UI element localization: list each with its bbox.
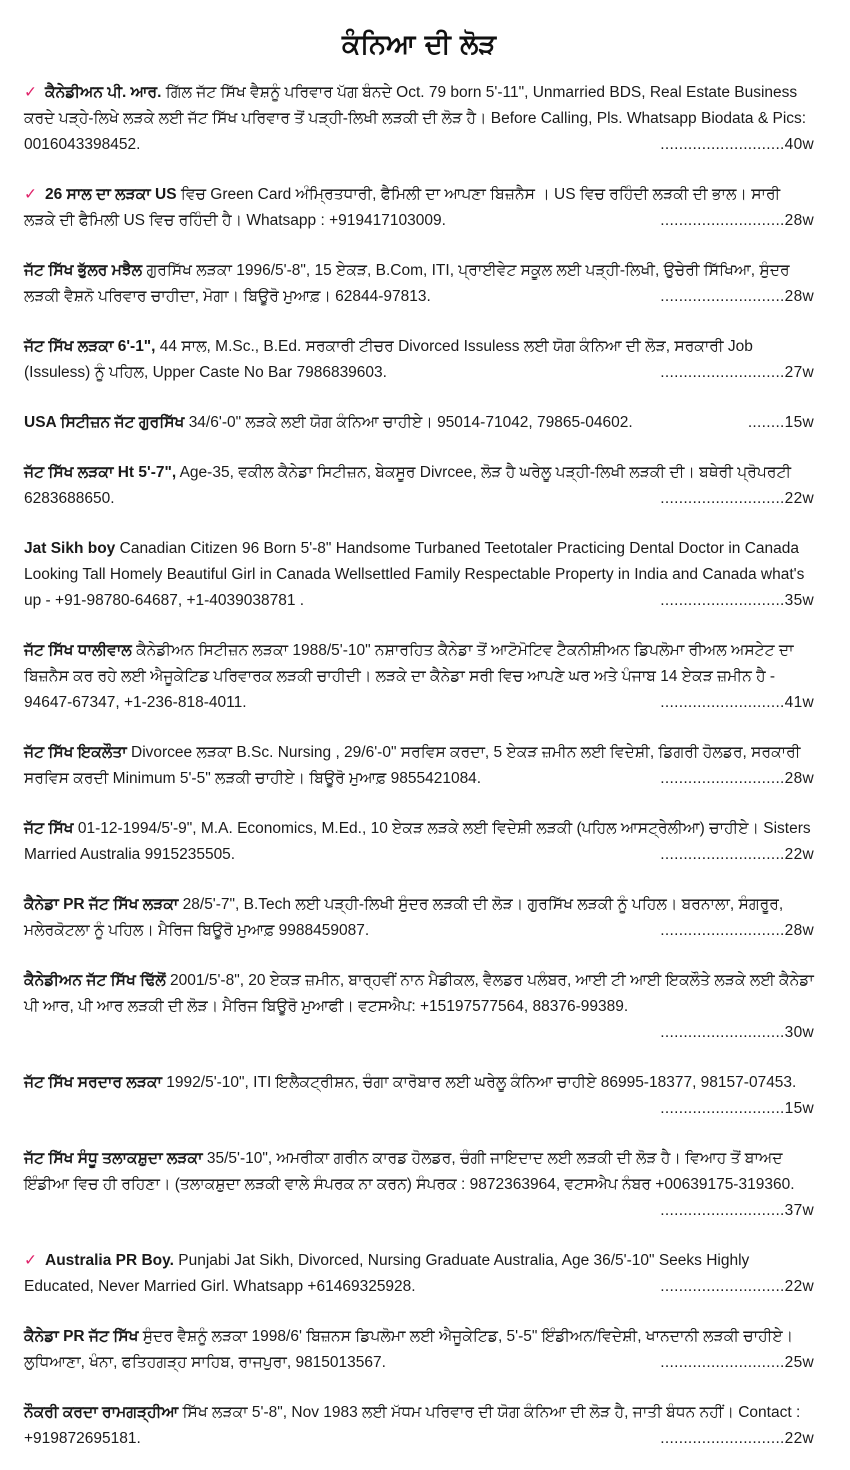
- ad-code: ...........................30w: [654, 1024, 814, 1041]
- ad-heading: USA ਸਿਟੀਜ਼ਨ ਜੱਟ ਗੁਰਸਿੱਖ: [24, 414, 185, 431]
- ad-text: ਗੁਰਸਿੱਖ ਲੜਕਾ 1996/5'-8", 15 ਏਕੜ, B.Com, ITI, ਪ੍ਰਾਈਵੇਟ ਸਕੂਲ ਲਈ ਪੜ੍ਹੀ-ਲਿਖੀ, ਉਚੇਰੀ ਸਿੱਖਿਆ, ਸੁੰਦਰ ਲੜਕੀ ਵੈਸ਼ਨੋ ਪਰਿਵਾਰ ਚਾਹੀਦਾ, ਮੋਗਾ। ਬਿਊਰੋ ਮੁਆਫ਼। 62844-97813.: [24, 262, 790, 305]
- ad-code: ...........................22w: [654, 490, 814, 507]
- ad-heading: ਜੱਟ ਸਿੱਖ: [24, 820, 74, 837]
- ad-heading: ਜੱਟ ਸਿੱਖ ਭੁੱਲਰ ਮਝੈਲ: [24, 262, 143, 279]
- ad-body: [24, 1248, 814, 1300]
- ad-text: ਸੁੰਦਰ ਵੈਸ਼ਨੂੰ ਲੜਕਾ 1998/6' ਬਿਜ਼ਨਸ ਡਿਪਲੋਮਾ ਲਈ ਐਜੂਕੇਟਿਡ, 5'-5" ਇੰਡੀਅਨ/ਵਿਦੇਸ਼ੀ, ਖਾਨਦਾਨੀ ਲੜਕੀ ਚਾਹੀਏ। ਲੁਧਿਆਣਾ, ਖੰਨਾ, ਫਤਿਹਗੜ੍ਹ ਸਾਹਿਬ, ਰਾਜਪੁਰਾ, 9815013567.: [24, 1328, 794, 1371]
- ad-body: [24, 638, 814, 716]
- ad-body: [24, 536, 814, 614]
- ad-heading: Jat Sikh boy: [24, 540, 116, 557]
- ad-code: ...........................28w: [654, 922, 814, 939]
- ad-text: Divorcee ਲੜਕਾ B.Sc. Nursing , 29/6'-0" ਸਰਵਿਸ ਕਰਦਾ, 5 ਏਕੜ ਜ਼ਮੀਨ ਲਈ ਵਿਦੇਸ਼ੀ, ਡਿਗਰੀ ਹੋਲਡਰ, ਸਰਕਾਰੀ ਸਰਵਿਸ ਕਰਦੀ Minimum 5'-5" ਲੜਕੀ ਚਾਹੀਏ। ਬਿਊਰੋ ਮੁਆਫ਼ 9855421084.: [24, 744, 801, 787]
- ad-heading: ਜੱਟ ਸਿੱਖ ਸੰਧੂ ਤਲਾਕਸ਼ੁਦਾ ਲੜਕਾ: [24, 1150, 203, 1167]
- ad-code: ...........................37w: [654, 1202, 814, 1219]
- ad-entry: [24, 638, 814, 716]
- page-title: ਕੰਨਿਆ ਦੀ ਲੋੜ: [341, 29, 497, 60]
- ad-text: ਕੈਨੇਡੀਅਨ ਸਿਟੀਜ਼ਨ ਲੜਕਾ 1988/5'-10" ਨਸ਼ਾਰਹਿਤ ਕੈਨੇਡਾ ਤੋਂ ਆਟੋਮੋਟਿਵ ਟੈਕਨੀਸ਼ੀਅਨ ਡਿਪਲੋਮਾ ਰੀਅਲ ਅਸਟੇਟ ਦਾ ਬਿਜ਼ਨੈਸ ਕਰ ਰਹੇ ਲਈ ਐਜੂਕੇਟਿਡ ਪਰਿਵਾਰਕ ਲੜਕੀ ਚਾਹੀਦੀ। ਲੜਕੇ ਦਾ ਕੈਨੇਡਾ ਸਰੀ ਵਿਚ ਆਪਣੇ ਘਰ ਅਤੇ ਪੰਜਾਬ 14 ਏਕੜ ਜ਼ਮੀਨ ਹੈ - 94647-67347, +1-236-818-4011.: [24, 642, 794, 711]
- checkmark-icon: ✓: [24, 1252, 37, 1269]
- ad-body: [24, 892, 814, 944]
- ad-entry: [24, 1324, 814, 1376]
- ad-heading: ਜੱਟ ਸਿੱਖ ਲੜਕਾ Ht 5'-7",: [24, 464, 177, 481]
- ad-code: ...........................22w: [654, 846, 814, 863]
- ad-body: [24, 1146, 814, 1198]
- ad-code-row: [24, 1020, 814, 1046]
- ad-entry: [24, 460, 814, 512]
- ad-body: [24, 1400, 814, 1452]
- ad-heading: ਕੈਨੇਡਾ PR ਜੱਟ ਸਿੱਖ ਲੜਕਾ: [24, 896, 179, 913]
- ad-entry: [24, 182, 814, 234]
- ad-text: 44 ਸਾਲ, M.Sc., B.Ed. ਸਰਕਾਰੀ ਟੀਚਰ Divorced Issuless ਲਈ ਯੋਗ ਕੰਨਿਆ ਦੀ ਲੋੜ, ਸਰਕਾਰੀ Job (Issuless) ਨੂੰ ਪਹਿਲ, Upper Caste No Bar 7986839603.: [24, 338, 753, 381]
- ad-body: [24, 80, 814, 158]
- ad-text: 35/5'-10", ਅਮਰੀਕਾ ਗਰੀਨ ਕਾਰਡ ਹੋਲਡਰ, ਚੰਗੀ ਜਾਇਦਾਦ ਲਈ ਲੜਕੀ ਦੀ ਲੋੜ ਹੈ। ਵਿਆਹ ਤੋਂ ਬਾਅਦ ਇੰਡੀਆ ਵਿਚ ਹੀ ਰਹਿਣਾ। (ਤਲਾਕਸ਼ੁਦਾ ਲੜਕੀ ਵਾਲੇ ਸੰਪਰਕ ਨਾ ਕਰਨ) ਸੰਪਰਕ : 9872363964, ਵਟਸਐਪ ਨੰਬਰ +00639175-319360.: [24, 1150, 795, 1193]
- ad-entry: [24, 536, 814, 614]
- ad-code: ........15w: [742, 414, 814, 431]
- ad-body: [24, 334, 814, 386]
- ad-code: ...........................28w: [654, 288, 814, 305]
- ad-entry: [24, 816, 814, 868]
- ad-code-row: [24, 1198, 814, 1224]
- ad-entry: [24, 1070, 814, 1122]
- ad-heading: ਜੱਟ ਸਿੱਖ ਸਰਦਾਰ ਲੜਕਾ: [24, 1074, 162, 1091]
- ad-entry: [24, 1248, 814, 1300]
- ad-code: ...........................41w: [654, 694, 814, 711]
- checkmark-icon: ✓: [24, 186, 37, 203]
- ad-text: ਵਿਚ Green Card ਅੰਮ੍ਰਿਤਧਾਰੀ, ਫੈਮਿਲੀ ਦਾ ਆਪਣਾ ਬਿਜ਼ਨੈਸ । US ਵਿਚ ਰਹਿੰਦੀ ਲੜਕੀ ਦੀ ਭਾਲ। ਸਾਰੀ ਲੜਕੇ ਦੀ ਫੈਮਿਲੀ US ਵਿਚ ਰਹਿੰਦੀ ਹੈ। Whatsapp : +919417103009.: [24, 186, 781, 229]
- ad-entry: [24, 1146, 814, 1224]
- ad-text: 01-12-1994/5'-9", M.A. Economics, M.Ed., 10 ਏਕੜ ਲੜਕੇ ਲਈ ਵਿਦੇਸ਼ੀ ਲੜਕੀ (ਪਹਿਲ ਆਸਟ੍ਰੇਲੀਆ) ਚਾਹੀਏ। Sisters Married Australia 9915235505.: [24, 820, 811, 863]
- ad-body: [24, 1070, 814, 1096]
- ad-entry: [24, 410, 814, 436]
- ad-text: 34/6'-0" ਲੜਕੇ ਲਈ ਯੋਗ ਕੰਨਿਆ ਚਾਹੀਏ। 95014-71042, 79865-04602.: [188, 414, 633, 431]
- ad-heading: ਜੱਟ ਸਿੱਖ ਧਾਲੀਵਾਲ: [24, 642, 132, 659]
- ad-entry: [24, 1400, 814, 1452]
- ad-body: [24, 740, 814, 792]
- ad-code-row: [24, 1096, 814, 1122]
- checkmark-icon: ✓: [24, 84, 37, 101]
- ad-body: [24, 460, 814, 512]
- ad-text: 2001/5'-8", 20 ਏਕੜ ਜ਼ਮੀਨ, ਬਾਰ੍ਹਵੀਂ ਨਾਨ ਮੈਡੀਕਲ, ਵੈਲਡਰ ਪਲੰਬਰ, ਆਈ ਟੀ ਆਈ ਇਕਲੌਤੇ ਲੜਕੇ ਲਈ ਕੈਨੇਡਾ ਪੀ ਆਰ, ਪੀ ਆਰ ਲੜਕੀ ਦੀ ਲੋੜ। ਮੈਰਿਜ ਬਿਊਰੋ ਮੁਆਫੀ। ਵਟਸਐਪ: +15197577564, 88376-99389.: [24, 972, 814, 1015]
- ad-entry: [24, 740, 814, 792]
- ad-text: Age-35, ਵਕੀਲ ਕੈਨੇਡਾ ਸਿਟੀਜ਼ਨ, ਬੇਕਸੂਰ Divrcee, ਲੋੜ ਹੈ ਘਰੇਲੂ ਪੜ੍ਹੀ-ਲਿਖੀ ਲੜਕੀ ਦੀ। ਬਥੇਰੀ ਪ੍ਰੋਪਰਟੀ 6283688650.: [24, 464, 792, 507]
- ad-text: Punjabi Jat Sikh, Divorced, Nursing Graduate Australia, Age 36/5'-10" Seeks Highly Educated, Never Married Girl. Whatsapp +61469325928.: [24, 1252, 750, 1295]
- ad-body: [24, 410, 814, 436]
- ads-list: [24, 80, 814, 1452]
- ad-body: [24, 182, 814, 234]
- ad-heading: ਜੱਟ ਸਿੱਖ ਲੜਕਾ 6'-1",: [24, 338, 156, 355]
- ad-text: Canadian Citizen 96 Born 5'-8" Handsome Turbaned Teetotaler Practicing Dental Doctor in Canada Looking Tall Homely Beautiful Girl in Canada Wellsettled Family Respectable Property in India and Canada what's up - +91-98780-64687, +1-4039038781 .: [24, 540, 805, 609]
- ad-body: [24, 1324, 814, 1376]
- ad-text: ਗਿੱਲ ਜੱਟ ਸਿੱਖ ਵੈਸ਼ਨੂੰ ਪਰਿਵਾਰ ਪੱਗ ਬੰਨਦੇ Oct. 79 born 5'-11", Unmarried BDS, Real Estate Business ਕਰਦੇ ਪੜ੍ਹੇ-ਲਿਖੇ ਲੜਕੇ ਲਈ ਜੱਟ ਸਿੱਖ ਪਰਿਵਾਰ ਤੋਂ ਪੜ੍ਹੀ-ਲਿਖੀ ਲੜਕੀ ਦੀ ਲੋੜ ਹੈ। Before Calling, Pls. Whatsapp Biodata & Pics: 0016043398452.: [24, 84, 807, 153]
- ad-entry: [24, 258, 814, 310]
- ad-code: ...........................25w: [654, 1354, 814, 1371]
- ad-text: 1992/5'-10", ITI ਇਲੈਕਟ੍ਰੀਸ਼ਨ, ਚੰਗਾ ਕਾਰੋਬਾਰ ਲਈ ਘਰੇਲੂ ਕੰਨਿਆ ਚਾਹੀਏ 86995-18377, 98157-07453.: [166, 1074, 797, 1091]
- ad-code: ...........................28w: [654, 770, 814, 787]
- ad-heading: 26 ਸਾਲ ਦਾ ਲੜਕਾ US: [45, 186, 177, 203]
- ad-code: ...........................35w: [654, 592, 814, 609]
- ad-entry: [24, 80, 814, 158]
- ad-heading: ਜੱਟ ਸਿੱਖ ਇਕਲੌਤਾ: [24, 744, 127, 761]
- ad-heading: ਕੈਨੇਡੀਅਨ ਜੱਟ ਸਿੱਖ ਢਿੱਲੋਂ: [24, 972, 166, 989]
- ad-body: [24, 258, 814, 310]
- ad-code: ...........................40w: [654, 136, 814, 153]
- ad-text: 28/5'-7", B.Tech ਲਈ ਪੜ੍ਹੀ-ਲਿਖੀ ਸੁੰਦਰ ਲੜਕੀ ਦੀ ਲੋੜ। ਗੁਰਸਿੱਖ ਲੜਕੀ ਨੂੰ ਪਹਿਲ। ਬਰਨਾਲਾ, ਸੰਗਰੂਰ, ਮਲੇਰਕੋਟਲਾ ਨੂੰ ਪਹਿਲ। ਮੈਰਿਜ ਬਿਊਰੋ ਮੁਆਫ਼ 9988459087.: [24, 896, 784, 939]
- ad-body: [24, 968, 814, 1020]
- ad-entry: [24, 892, 814, 944]
- ad-code: ...........................22w: [654, 1430, 814, 1447]
- ad-text: ਸਿੱਖ ਲੜਕਾ 5'-8", Nov 1983 ਲਈ ਮੱਧਮ ਪਰਿਵਾਰ ਦੀ ਯੋਗ ਕੰਨਿਆ ਦੀ ਲੋੜ ਹੈ, ਜਾਤੀ ਬੰਧਨ ਨਹੀਂ। Contact : +919872695181.: [24, 1404, 801, 1447]
- ad-body: [24, 816, 814, 868]
- ad-code: ...........................22w: [654, 1278, 814, 1295]
- ad-heading: ਕੈਨੇਡਾ PR ਜੱਟ ਸਿੱਖ: [24, 1328, 139, 1345]
- ad-entry: [24, 968, 814, 1046]
- ad-code: ...........................27w: [654, 364, 814, 381]
- ad-heading: ਨੌਕਰੀ ਕਰਦਾ ਰਾਮਗੜ੍ਹੀਆ: [24, 1404, 179, 1421]
- ad-entry: [24, 334, 814, 386]
- ad-heading: ਕੈਨੇਡੀਅਨ ਪੀ. ਆਰ.: [45, 84, 162, 101]
- ad-code: ...........................15w: [654, 1100, 814, 1117]
- ad-code: ...........................28w: [654, 212, 814, 229]
- ad-heading: Australia PR Boy.: [45, 1252, 174, 1269]
